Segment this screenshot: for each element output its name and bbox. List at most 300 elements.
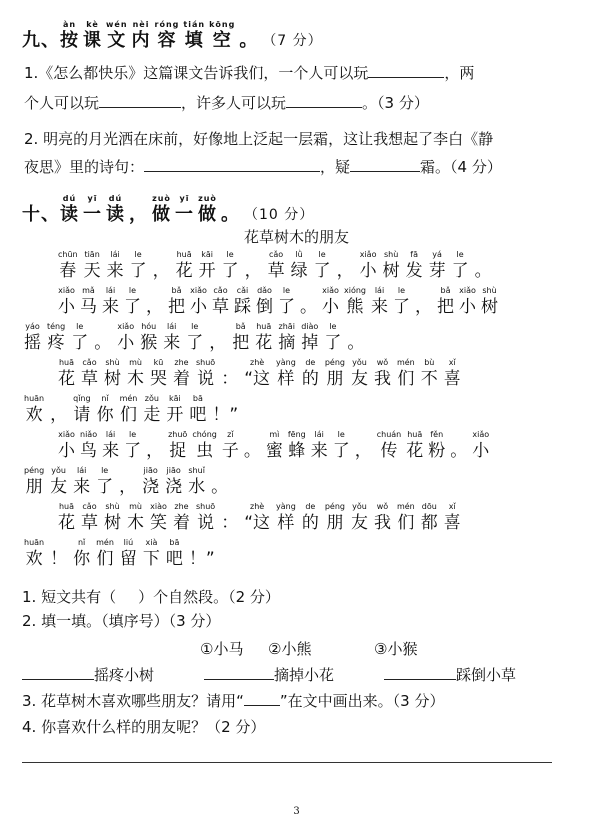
hanzi: 走 bbox=[143, 405, 161, 425]
story-char bbox=[302, 358, 319, 390]
story-char bbox=[383, 250, 400, 282]
story-char bbox=[50, 394, 67, 426]
section9-title-char bbox=[83, 20, 102, 52]
hanzi: 子 bbox=[221, 441, 239, 461]
story-char bbox=[102, 286, 119, 318]
pinyin: kōng bbox=[209, 20, 236, 29]
hanzi: 不 bbox=[420, 369, 438, 389]
s9-q2-text-a: 夜思》里的诗句： bbox=[24, 158, 145, 176]
hanzi: 花 bbox=[255, 333, 273, 353]
pinyin: jiāo bbox=[166, 466, 181, 475]
story-char bbox=[127, 502, 144, 534]
story-char bbox=[211, 466, 228, 498]
story-char bbox=[192, 430, 217, 462]
hanzi: 。 bbox=[211, 477, 229, 497]
story-char bbox=[97, 394, 114, 426]
hanzi: 了 bbox=[393, 297, 410, 317]
section9-label: 九、 bbox=[22, 30, 60, 51]
hanzi: 请 bbox=[73, 405, 91, 425]
pinyin: le bbox=[76, 322, 84, 331]
hanzi: 朋 bbox=[326, 369, 344, 389]
story-char bbox=[146, 286, 163, 318]
story-char bbox=[291, 250, 308, 282]
s10-q2-fill-1 bbox=[22, 664, 154, 686]
story-char bbox=[244, 502, 270, 534]
pinyin: chuán bbox=[376, 430, 402, 439]
pinyin: xiǎo bbox=[117, 322, 135, 331]
story-char bbox=[150, 358, 167, 390]
story-char bbox=[58, 502, 75, 534]
hanzi: 的 bbox=[301, 369, 319, 389]
hanzi: 踩 bbox=[234, 297, 251, 317]
story-char bbox=[104, 502, 121, 534]
hanzi: ， bbox=[415, 297, 432, 317]
section9-title-char bbox=[106, 20, 128, 52]
hanzi: 。 bbox=[474, 261, 492, 281]
hanzi: 说 bbox=[197, 369, 215, 389]
pinyin: xǐ bbox=[448, 358, 456, 367]
story-char bbox=[232, 322, 249, 354]
s10-q3 bbox=[22, 690, 444, 712]
pinyin: shuō bbox=[196, 502, 216, 511]
story-char bbox=[377, 430, 402, 462]
hanzi: 粉 bbox=[428, 441, 446, 461]
hanzi: 你 bbox=[73, 549, 91, 569]
hanzi: ， bbox=[244, 261, 262, 281]
story-char bbox=[234, 286, 251, 318]
hanzi: 传 bbox=[380, 441, 398, 461]
s10-q2-option-3: ③小猴 bbox=[374, 640, 418, 658]
s9-q2-blank1[interactable] bbox=[144, 157, 320, 172]
hanzi: 芽 bbox=[428, 261, 446, 281]
hanzi: ！” bbox=[212, 405, 239, 425]
pinyin: zhuō bbox=[168, 430, 188, 439]
s10-q4-answer-line[interactable] bbox=[22, 762, 552, 763]
hanzi: 树 bbox=[104, 369, 121, 389]
story-char bbox=[50, 466, 67, 498]
s10-q4: 4. 你喜欢什么样的朋友呢？（2 分） bbox=[22, 718, 266, 736]
hanzi: 读 bbox=[60, 204, 79, 225]
story-char bbox=[196, 358, 215, 390]
pinyin: kāi bbox=[168, 394, 181, 403]
story-char bbox=[80, 286, 97, 318]
pinyin: bā bbox=[169, 538, 180, 547]
section9-title-char bbox=[155, 20, 180, 52]
hanzi: 摘 bbox=[278, 333, 296, 353]
hanzi: 我 bbox=[373, 369, 391, 389]
hanzi: 。 bbox=[450, 441, 468, 461]
pinyin: lái bbox=[105, 430, 116, 439]
story-char bbox=[209, 322, 226, 354]
pinyin: bǎ bbox=[440, 286, 451, 295]
hanzi: 树 bbox=[481, 297, 498, 317]
hanzi: 友 bbox=[350, 369, 368, 389]
pinyin: mù bbox=[129, 358, 142, 367]
hanzi: 花 bbox=[406, 441, 424, 461]
pinyin: péng bbox=[24, 466, 45, 475]
hanzi: 了 bbox=[124, 297, 141, 317]
story-char bbox=[428, 430, 445, 462]
story-char bbox=[406, 430, 423, 462]
hanzi: 内 bbox=[131, 30, 151, 51]
story-char bbox=[165, 466, 182, 498]
hanzi: 疼 bbox=[47, 333, 65, 353]
pinyin: tiān bbox=[84, 250, 100, 259]
s9-q1-blank3[interactable] bbox=[286, 93, 362, 108]
pinyin: mǎ bbox=[82, 286, 95, 295]
story-char bbox=[96, 466, 113, 498]
pinyin: dú bbox=[108, 194, 123, 203]
story-char bbox=[153, 250, 170, 282]
pinyin: mù bbox=[129, 502, 142, 511]
story-line bbox=[24, 322, 370, 354]
pinyin: xiǎo bbox=[459, 286, 476, 295]
hanzi: 绿 bbox=[290, 261, 308, 281]
story-char bbox=[222, 250, 239, 282]
story-char bbox=[337, 250, 354, 282]
hanzi: 来 bbox=[371, 297, 388, 317]
pinyin: mén bbox=[119, 394, 138, 403]
section10-title-char bbox=[106, 194, 125, 226]
s10-q1-text-a: 1. 短文共有（ bbox=[22, 588, 117, 606]
hanzi: 。 bbox=[347, 333, 365, 353]
pinyin: kè bbox=[86, 20, 99, 29]
s10-q2-fill-2 bbox=[204, 664, 334, 686]
story-char bbox=[199, 250, 216, 282]
hanzi: 都 bbox=[420, 513, 438, 533]
hanzi: 来 bbox=[102, 297, 119, 317]
story-line bbox=[24, 394, 244, 426]
story-line bbox=[58, 286, 503, 318]
story-char bbox=[24, 538, 44, 570]
story-char bbox=[119, 466, 136, 498]
pinyin: dōu bbox=[421, 502, 437, 511]
hanzi: 来 bbox=[163, 333, 181, 353]
pinyin: zhè bbox=[250, 358, 265, 367]
pinyin: liú bbox=[123, 538, 134, 547]
story-char bbox=[374, 502, 391, 534]
hanzi: 欢 bbox=[25, 549, 43, 569]
hanzi: 文 bbox=[107, 30, 127, 51]
pinyin: huā bbox=[407, 430, 423, 439]
s10-q2-option-1: ①小马 bbox=[200, 640, 244, 658]
hanzi: 。 bbox=[239, 30, 259, 51]
story-char bbox=[190, 286, 207, 318]
pinyin: le bbox=[191, 322, 199, 331]
story-char bbox=[58, 430, 75, 462]
hanzi: 的 bbox=[301, 513, 319, 533]
story-char bbox=[360, 250, 377, 282]
story-char bbox=[24, 466, 44, 498]
story-char bbox=[188, 466, 205, 498]
pinyin: mén bbox=[396, 358, 415, 367]
story-char bbox=[351, 358, 368, 390]
hanzi: 了 bbox=[221, 261, 239, 281]
hanzi: 空 bbox=[212, 30, 232, 51]
pinyin: shù bbox=[105, 358, 120, 367]
pinyin: cǎo bbox=[82, 358, 97, 367]
pinyin: lái bbox=[76, 466, 87, 475]
pinyin: lái bbox=[374, 286, 385, 295]
hanzi: 捉 bbox=[169, 441, 187, 461]
hanzi: 花 bbox=[58, 369, 75, 389]
story-char bbox=[80, 430, 97, 462]
s9-q2-text-c: 霜。（4 分） bbox=[420, 158, 502, 176]
pinyin: fěn bbox=[430, 430, 444, 439]
pinyin: xǐ bbox=[448, 502, 456, 511]
pinyin: péng bbox=[324, 358, 345, 367]
story-char bbox=[58, 250, 78, 282]
pinyin: de bbox=[305, 502, 316, 511]
story-title: 花草树木的朋友 bbox=[243, 228, 349, 246]
story-char bbox=[222, 430, 239, 462]
hanzi: 小 bbox=[459, 297, 476, 317]
hanzi: 树 bbox=[104, 513, 121, 533]
story-char bbox=[117, 322, 134, 354]
pinyin: téng bbox=[47, 322, 66, 331]
hanzi: ， bbox=[129, 204, 148, 225]
section10-title-char bbox=[221, 194, 240, 226]
story-line bbox=[58, 358, 467, 390]
story-char bbox=[104, 358, 121, 390]
pinyin: shù bbox=[383, 250, 399, 259]
pinyin: huān bbox=[24, 538, 45, 547]
s10-q2-fill-3 bbox=[384, 664, 516, 686]
s9-q1-text-e: 。（3 分） bbox=[362, 94, 429, 112]
story-char bbox=[278, 286, 295, 318]
story-char bbox=[127, 358, 144, 390]
story-line bbox=[24, 466, 234, 498]
pinyin: le bbox=[397, 286, 406, 295]
story-char bbox=[47, 322, 65, 354]
pinyin: nǐ bbox=[77, 538, 86, 547]
hanzi: 样 bbox=[277, 369, 295, 389]
pinyin: róng bbox=[154, 20, 180, 29]
hanzi: 小 bbox=[359, 261, 377, 281]
story-char bbox=[81, 358, 98, 390]
hanzi: 水 bbox=[188, 477, 206, 497]
pinyin: zhe bbox=[174, 358, 189, 367]
s9-q2-blank2[interactable] bbox=[350, 157, 420, 172]
hanzi: 笑 bbox=[150, 513, 167, 533]
story-char bbox=[186, 322, 203, 354]
hanzi: 喜 bbox=[443, 513, 461, 533]
story-char bbox=[475, 250, 492, 282]
pinyin: jiāo bbox=[143, 466, 158, 475]
story-char bbox=[58, 358, 75, 390]
pinyin: wǒ bbox=[376, 502, 389, 511]
pinyin: cǎo bbox=[269, 250, 284, 259]
pinyin: péng bbox=[324, 502, 345, 511]
story-char bbox=[130, 250, 147, 282]
hanzi: 来 bbox=[310, 441, 328, 461]
pinyin: yǒu bbox=[51, 466, 66, 475]
story-char bbox=[244, 430, 261, 462]
story-char bbox=[322, 286, 339, 318]
pinyin: xiǎo bbox=[58, 430, 75, 439]
hanzi: 课 bbox=[83, 30, 102, 51]
pinyin: nèi bbox=[132, 20, 150, 29]
hanzi: 了 bbox=[324, 333, 342, 353]
story-char bbox=[24, 394, 44, 426]
s9-q1-text-d: ，许多人可以玩 bbox=[181, 94, 287, 112]
pinyin: xióng bbox=[344, 286, 366, 295]
story-char bbox=[84, 250, 101, 282]
story-char bbox=[120, 394, 138, 426]
hanzi: 下 bbox=[142, 549, 160, 569]
section10-title-char bbox=[129, 194, 148, 226]
s10-q2-blank3[interactable] bbox=[384, 665, 456, 680]
pinyin: le bbox=[101, 466, 109, 475]
hanzi: 朋 bbox=[25, 477, 43, 497]
story-char bbox=[324, 322, 341, 354]
pinyin: zuò bbox=[152, 194, 171, 203]
story-char bbox=[255, 322, 272, 354]
hanzi: 小 bbox=[117, 333, 135, 353]
hanzi: ： bbox=[221, 513, 239, 533]
section9-title-char bbox=[239, 20, 258, 52]
story-char bbox=[168, 430, 187, 462]
page-number: 3 bbox=[293, 806, 300, 817]
story-char bbox=[245, 250, 262, 282]
story-char bbox=[429, 250, 446, 282]
pinyin: le bbox=[226, 250, 234, 259]
section10-title-char bbox=[198, 194, 217, 226]
story-char bbox=[472, 430, 489, 462]
pinyin: nǐ bbox=[101, 394, 109, 403]
story-char bbox=[196, 502, 215, 534]
story-char bbox=[166, 394, 183, 426]
story-char bbox=[374, 358, 391, 390]
story-char bbox=[212, 286, 229, 318]
story-char bbox=[58, 286, 75, 318]
story-char bbox=[278, 322, 295, 354]
pinyin: le bbox=[329, 322, 337, 331]
hanzi: 把 bbox=[437, 297, 454, 317]
hanzi: 填 bbox=[184, 30, 204, 51]
s10-q2-blank2[interactable] bbox=[204, 665, 274, 680]
pinyin: xiǎo bbox=[190, 286, 207, 295]
pinyin: shuǐ bbox=[188, 466, 205, 475]
pinyin: chūn bbox=[58, 250, 78, 259]
pinyin: yī bbox=[87, 194, 98, 203]
pinyin: zuò bbox=[198, 194, 217, 203]
pinyin: yǒu bbox=[352, 358, 367, 367]
hanzi: 虫 bbox=[196, 441, 214, 461]
section9-heading bbox=[22, 20, 323, 52]
section9-title-char bbox=[183, 20, 205, 52]
section10-title-char bbox=[175, 194, 194, 226]
hanzi: 花 bbox=[175, 261, 193, 281]
pinyin: le bbox=[337, 430, 345, 439]
pinyin: le bbox=[134, 250, 142, 259]
story-char bbox=[351, 502, 368, 534]
story-char bbox=[221, 358, 238, 390]
s9-q1-blank2[interactable] bbox=[99, 93, 181, 108]
hanzi: 欢 bbox=[25, 405, 43, 425]
s9-q1-blank1[interactable] bbox=[368, 63, 444, 78]
hanzi: 草 bbox=[81, 369, 98, 389]
s9-q1-text-b: ，两 bbox=[444, 64, 475, 82]
hanzi: 做 bbox=[198, 204, 217, 225]
pinyin: lái bbox=[105, 286, 116, 295]
hanzi: 着 bbox=[173, 369, 190, 389]
story-char bbox=[143, 394, 160, 426]
story-line bbox=[58, 250, 498, 282]
section9-title-pinyin bbox=[60, 20, 262, 52]
pinyin: huā bbox=[176, 250, 192, 259]
pinyin: yàng bbox=[276, 502, 296, 511]
hanzi: 们 bbox=[96, 549, 114, 569]
hanzi: 来 bbox=[102, 441, 120, 461]
story-char bbox=[288, 430, 306, 462]
hanzi: 。 bbox=[243, 441, 261, 461]
story-char bbox=[166, 538, 183, 570]
hanzi: 发 bbox=[405, 261, 423, 281]
s10-q1 bbox=[22, 586, 280, 608]
story-char bbox=[266, 430, 283, 462]
hanzi: 了 bbox=[278, 297, 295, 317]
story-char bbox=[140, 322, 157, 354]
hanzi: 们 bbox=[397, 513, 415, 533]
story-char bbox=[120, 538, 137, 570]
story-char bbox=[406, 250, 423, 282]
hanzi: 。 bbox=[221, 204, 240, 225]
pinyin: le bbox=[456, 250, 464, 259]
hanzi: 你 bbox=[96, 405, 114, 425]
s9-q2-line1: 2. 明亮的月光洒在床前，好像地上泛起一层霜，这让我想起了李白《静 bbox=[24, 130, 494, 148]
s9-q1-text-a: 1.《怎么都快乐》这篇课文告诉我们，一个人可以玩 bbox=[24, 64, 369, 82]
s10-q2-blank1[interactable] bbox=[22, 665, 94, 680]
pinyin: chóng bbox=[192, 430, 217, 439]
story-char bbox=[268, 250, 285, 282]
story-char bbox=[415, 286, 432, 318]
pinyin: tián bbox=[183, 20, 206, 29]
hanzi: 吧 bbox=[189, 405, 207, 425]
section10-points: （10 分） bbox=[244, 207, 315, 223]
story-char bbox=[371, 286, 388, 318]
story-char bbox=[301, 322, 318, 354]
pinyin: xiào bbox=[150, 502, 167, 511]
hanzi: 容 bbox=[157, 30, 177, 51]
hanzi: ！ bbox=[50, 549, 68, 569]
pinyin: wǒ bbox=[376, 358, 389, 367]
pinyin: zhè bbox=[250, 502, 265, 511]
story-char bbox=[73, 538, 90, 570]
hanzi: 。 bbox=[94, 333, 112, 353]
s10-q3-underline-sample bbox=[244, 691, 280, 706]
pinyin: xiǎo bbox=[322, 286, 339, 295]
pinyin: qǐng bbox=[73, 394, 91, 403]
pinyin: cǎo bbox=[82, 502, 97, 511]
pinyin: cǎi bbox=[236, 286, 249, 295]
section10-title-char bbox=[152, 194, 171, 226]
pinyin: le bbox=[318, 250, 326, 259]
pinyin: yáo bbox=[25, 322, 40, 331]
story-char bbox=[189, 538, 215, 570]
hanzi: “这 bbox=[244, 513, 271, 533]
pinyin: àn bbox=[62, 20, 77, 29]
hanzi: 了 bbox=[129, 261, 147, 281]
hanzi: 草 bbox=[212, 297, 229, 317]
pinyin: dú bbox=[62, 194, 77, 203]
hanzi: 了 bbox=[332, 441, 350, 461]
pinyin: xiǎo bbox=[359, 250, 377, 259]
pinyin: huā bbox=[58, 502, 75, 511]
section9-points: （7 分） bbox=[262, 33, 323, 49]
hanzi: 猴 bbox=[140, 333, 158, 353]
hanzi: 掉 bbox=[301, 333, 319, 353]
